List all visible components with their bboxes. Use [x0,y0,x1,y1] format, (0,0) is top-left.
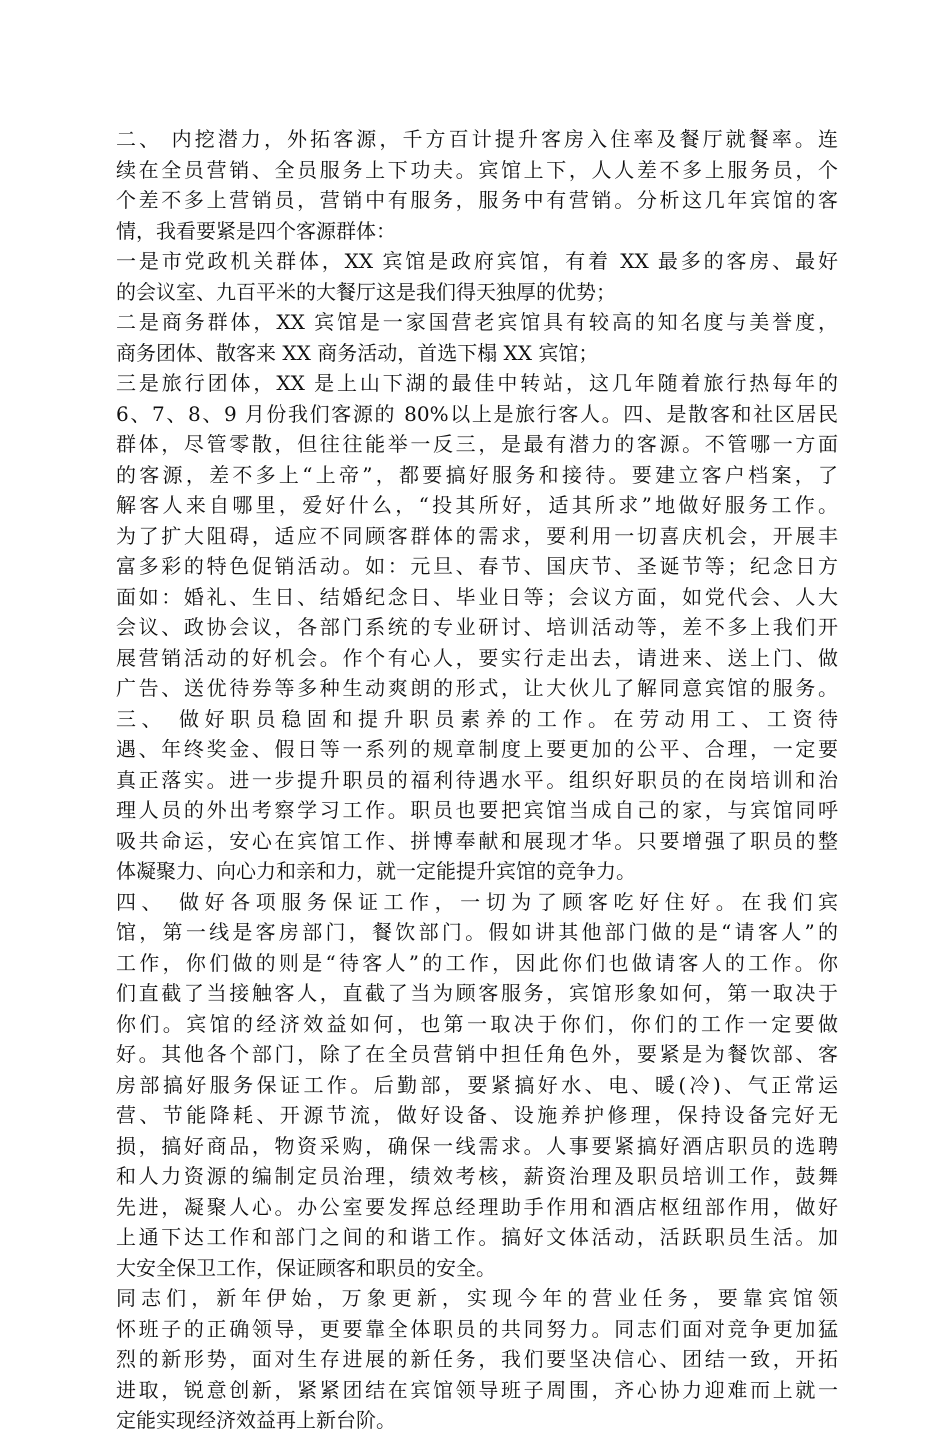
text-line: 怀班子的正确领导，更要靠全体职员的共同努力。同志们面对竞争更加猛 [116,1316,838,1341]
text-line: 广告、送优待券等多种生动爽朗的形式，让大伙儿了解同意宾馆的服务。 [116,676,838,700]
text-line: 们直截了当接触客人，直截了当为顾客服务，宾馆形象如何，第一取决于 [116,981,838,1005]
text-line: 定能实现经济效益再上新台阶。 [116,1408,396,1432]
text-line: 的会议室、九百平米的大餐厅这是我们得天独厚的优势； [116,279,616,304]
text-line: 会议、政协会议，各部门系统的专业研讨、培训活动等，差不多上我们开 [116,615,838,639]
text-line: 6、7、8、9 月份我们客源的 80%以上是旅行客人。四、是散客和社区居民 [116,401,838,426]
text-line: 你们。宾馆的经济效益如何，也第一取决于你们，你们的工作一定要做 [116,1011,838,1036]
text-line: 先进，凝聚人心。办公室要发挥总经理助手作用和酒店枢纽部作用，做好 [116,1194,838,1219]
text-line: 工作，你们做的则是“待客人”的工作，因此你们也做请客人的工作。你 [116,950,838,975]
text-line: 一是市党政机关群体，XX 宾馆是政府宾馆，有着 XX 最多的客房、最好 [116,249,838,273]
text-line: 解客人来自哪里，爱好什么，“投其所好，适其所求”地做好服务工作。 [116,493,838,517]
text-line: 上通下达工作和部门之间的和谐工作。搞好文体活动，活跃职员生活。加 [116,1225,838,1249]
text-line: 个差不多上营销员，营销中有服务，服务中有营销。分析这几年宾馆的客 [116,188,838,212]
text-line: 同志们，新年伊始，万象更新，实现今年的营业任务，要靠宾馆领 [116,1286,838,1310]
text-line: 烈的新形势，面对生存进展的新任务，我们要坚决信心、团结一致，开拓 [116,1347,838,1371]
text-line: 遇、年终奖金、假日等一系列的规章制度上要更加的公平、合理，一定要 [116,737,838,761]
text-line: 体凝聚力、向心力和亲和力，就一定能提升宾馆的竞争力。 [116,859,636,883]
text-line: 房部搞好服务保证工作。后勤部，要紧搞好水、电、暖(冷)、气正常运 [116,1072,838,1097]
text-line: 展营销活动的好机会。作个有心人，要实行走出去，请进来、送上门、做 [116,645,838,670]
text-line: 进取，锐意创新，紧紧团结在宾馆领导班子周围，齐心协力迎难而上就一 [116,1377,838,1402]
text-line: 富多彩的特色促销活动。如：元旦、春节、国庆节、圣诞节等；纪念日方 [116,554,838,578]
text-line: 续在全员营销、全员服务上下功夫。宾馆上下，人人差不多上服务员，个 [116,157,838,182]
text-line: 商务团体、散客来 XX 商务活动，首选下榻 XX 宾馆； [116,340,599,365]
text-line: 吸共命运，安心在宾馆工作、拼博奉献和展现才华。只要增强了职员的整 [116,828,838,853]
document-body [116,124,838,1436]
text-line: 损，搞好商品，物资采购，确保一线需求。人事要紧搞好酒店职员的选聘 [116,1133,838,1158]
text-line: 的客源，差不多上“上帝”，都要搞好服务和接待。要建立客户档案，了 [116,462,838,487]
text-line: 二是商务群体，XX 宾馆是一家国营老宾馆具有较高的知名度与美誉度， [116,310,838,334]
text-line: 好。其他各个部门，除了在全员营销中担任角色外，要紧是为餐饮部、客 [116,1042,838,1066]
text-line: 营、节能降耗、开源节流，做好设备、设施养护修理，保持设备完好无 [116,1103,838,1127]
text-line: 为了扩大阻碍，适应不同顾客群体的需求，要利用一切喜庆机会，开展丰 [116,523,838,548]
text-line: 三是旅行团体，XX 是上山下湖的最佳中转站，这几年随着旅行热每年的 [116,371,838,395]
text-line: 情，我看要紧是四个客源群体： [116,218,396,243]
text-line: 馆，第一线是客房部门，餐饮部门。假如讲其他部门做的是“请客人”的 [116,920,838,944]
text-line: 理人员的外出考察学习工作。职员也要把宾馆当成自己的家，与宾馆同呼 [116,798,838,822]
text-line: 群体，尽管零散，但往往能举一反三，是最有潜力的客源。不管哪一方面 [116,432,838,456]
text-line: 大安全保卫工作，保证顾客和职员的安全。 [116,1255,496,1280]
text-line: 真正落实。进一步提升职员的福利待遇水平。组织好职员的在岗培训和治 [116,767,838,792]
text-line: 和人力资源的编制定员治理，绩效考核，薪资治理及职员培训工作，鼓舞 [116,1164,838,1188]
text-line: 面如：婚礼、生日、结婚纪念日、毕业日等；会议方面，如党代会、人大 [116,584,838,609]
text-line: 二、 内挖潜力，外拓客源，千方百计提升客房入住率及餐厅就餐率。连 [116,127,838,151]
text-line: 四、 做好各项服务保证工作，一切为了顾客吃好住好。在我们宾 [116,889,838,914]
text-line: 三、 做好职员稳固和提升职员素养的工作。在劳动用工、工资待 [116,706,838,731]
